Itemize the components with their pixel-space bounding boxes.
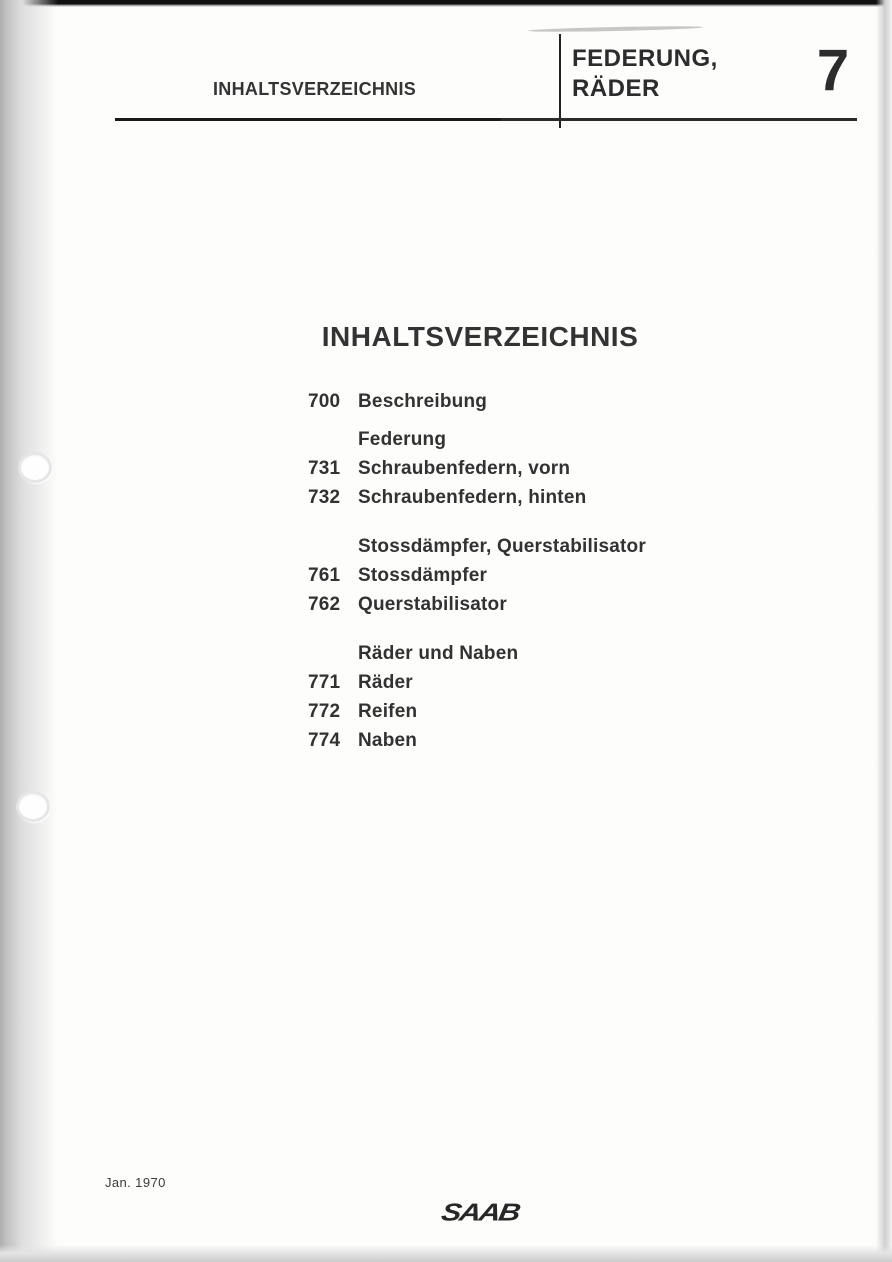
toc-group [308,643,646,759]
toc-section-number: 771 [308,672,341,693]
toc-row [308,701,646,730]
scan-smudge [528,25,703,33]
hole-punch-top [18,452,52,483]
header-divider-line [559,34,561,128]
page-title: INHALTSVERZEICHNIS [321,321,639,352]
chapter-title-line1: FEDERUNG, [572,45,718,72]
toc-group [308,429,646,516]
toc-row [308,391,646,420]
toc-row [308,565,646,594]
toc-section-label: Räder [358,672,413,693]
running-title: INHALTSVERZEICHNIS [213,79,417,99]
toc-section-label: Schraubenfedern, vorn [358,458,571,479]
toc-group-heading: Räder und Naben [358,643,519,664]
toc-section-number: 762 [308,594,341,615]
toc-section-label: Beschreibung [358,391,488,412]
toc-section-number: 774 [308,730,341,751]
toc-row [308,730,646,759]
chapter-title-line2: RÄDER [572,75,660,102]
toc-section-label: Schraubenfedern, hinten [358,487,587,508]
toc-row [308,487,646,516]
chapter-number: 7 [816,38,850,103]
scan-edge-bottom [0,1245,892,1262]
toc-section-label: Stossdämpfer [358,565,488,586]
toc-section-number: 732 [308,487,341,508]
saab-logo: SAAB [439,1199,521,1227]
scan-edge-right [876,0,892,1262]
toc-group-heading-row [308,429,646,458]
toc-section-number: 761 [308,565,341,586]
toc-group-heading: Federung [358,429,447,450]
toc-row [308,672,646,701]
toc-row [308,458,646,487]
toc-row [308,594,646,623]
toc-section-label: Naben [358,730,418,751]
revision-date: Jan. 1970 [105,1175,166,1190]
scan-edge-left [0,0,58,1262]
toc-group-heading: Stossdämpfer, Querstabilisator [358,536,646,557]
toc-section-number: 731 [308,458,341,479]
toc-group [308,536,646,623]
chapter-title [572,44,718,104]
toc-group-heading-row [308,536,646,565]
toc-group [308,391,646,420]
toc-section-label: Querstabilisator [358,594,507,615]
hole-punch-bottom [16,791,50,822]
toc-group-heading-row [308,643,646,672]
toc-section-number: 700 [308,391,341,412]
toc [308,391,646,759]
toc-section-label: Reifen [358,701,418,722]
scan-edge-top [0,0,892,7]
header-rule [115,118,857,121]
toc-section-number: 772 [308,701,341,722]
